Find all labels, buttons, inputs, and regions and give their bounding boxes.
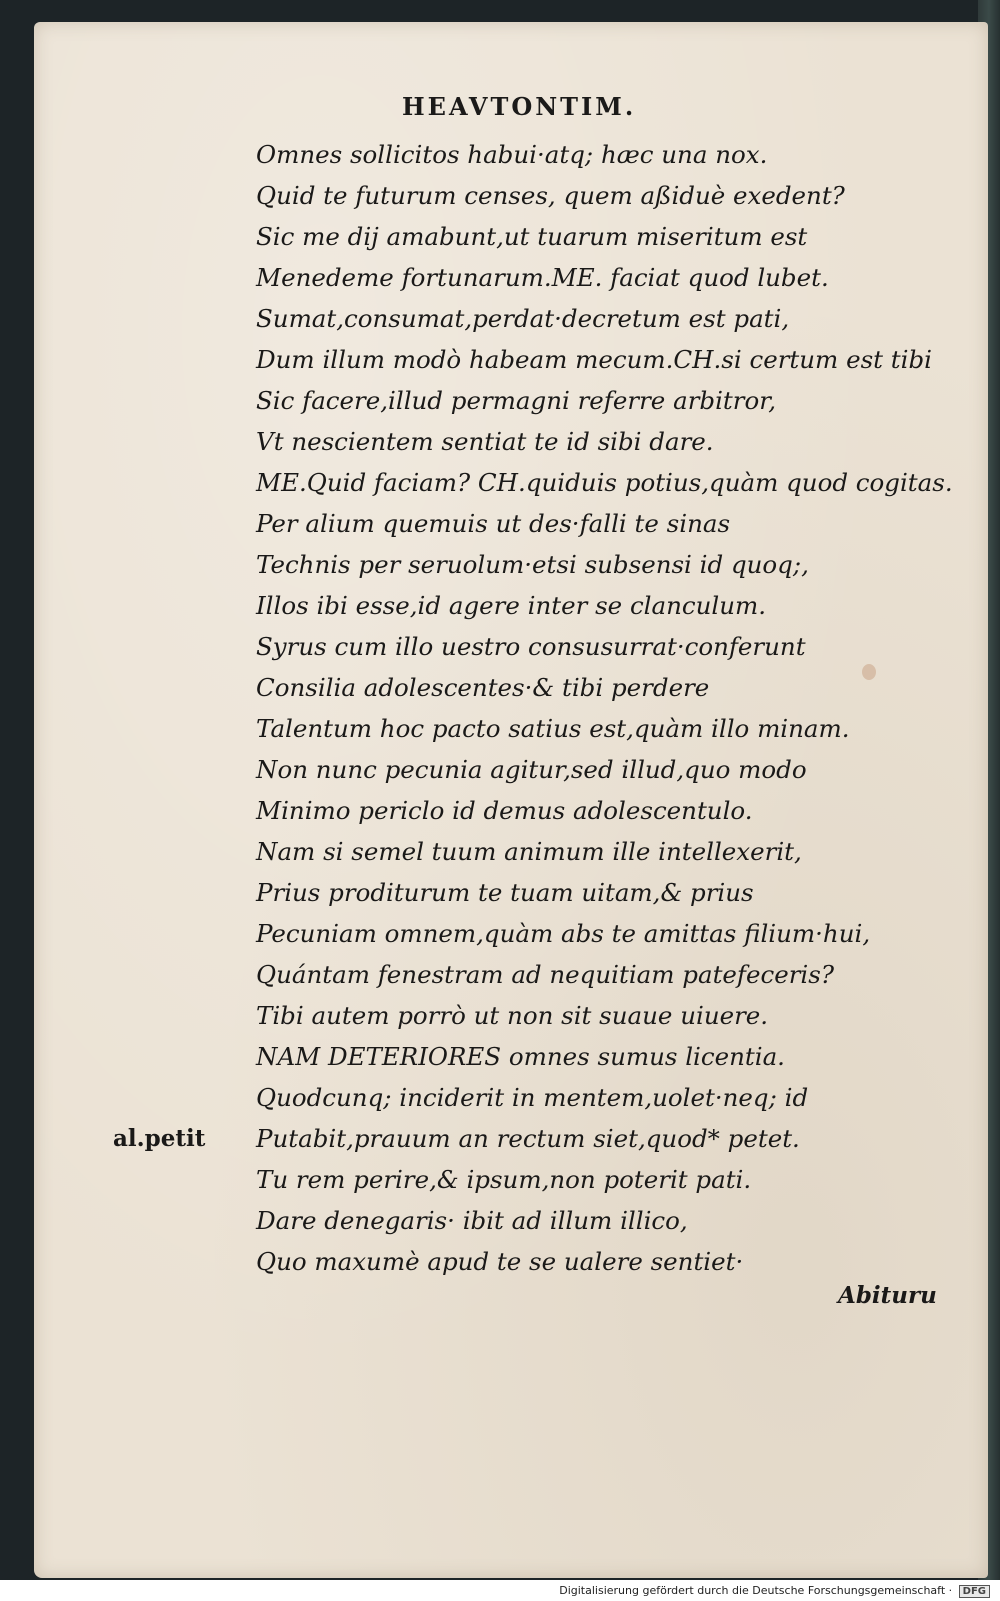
- verse-line: Per alium quemuis ut des·falli te sinas: [256, 509, 731, 538]
- dfg-logo-icon: DFG: [959, 1585, 990, 1598]
- verse-line: Putabit,prauum an rectum siet,quod* petet.: [256, 1124, 800, 1153]
- margin-note: al.petit: [113, 1125, 206, 1152]
- verse-line: Nam si semel tuum animum ille intellexerit,: [256, 837, 802, 866]
- paper-stain: [862, 664, 876, 680]
- verse-line: Tibi autem porrò ut non sit suaue uiuere.: [256, 1001, 769, 1030]
- verse-line: Dum illum modò habeam mecum.CH.si certum est tibi: [256, 345, 932, 374]
- running-head: HEAVTONTIM.: [402, 92, 637, 121]
- verse-line: Sic me dij amabunt,ut tuarum miseritum est: [256, 222, 808, 251]
- verse-line: Syrus cum illo uestro consusurrat·conferunt: [256, 632, 806, 661]
- verse-line: Pecuniam omnem,quàm abs te amittas filium·hui,: [256, 919, 871, 948]
- verse-line: Non nunc pecunia agitur,sed illud,quo modo: [256, 755, 807, 784]
- verse-line: Quo maxumè apud te se ualere sentiet·: [256, 1247, 744, 1276]
- catchword: Abituru: [838, 1282, 937, 1309]
- verse-line: Minimo periclo id demus adolescentulo.: [256, 796, 753, 825]
- verse-line: Prius proditurum te tuam uitam,& prius: [256, 878, 754, 907]
- verse-line: Tu rem perire,& ipsum,non poterit pati.: [256, 1165, 752, 1194]
- verse-line: ME.Quid faciam? CH.quiduis potius,quàm quod cogitas.: [256, 468, 953, 497]
- verse-line: NAM DETERIORES omnes sumus licentia.: [256, 1042, 785, 1071]
- verse-line: Illos ibi esse,id agere inter se clanculum.: [256, 591, 767, 620]
- verse-line: Quid te futurum censes, quem aßiduè exedent?: [256, 181, 845, 210]
- verse-line: Sumat,consumat,perdat·decretum est pati,: [256, 304, 790, 333]
- verse-line: Quodcunq; inciderit in mentem,uolet·neq; id: [256, 1083, 809, 1112]
- verse-line: Vt nescientem sentiat te id sibi dare.: [256, 427, 714, 456]
- verse-line: Technis per seruolum·etsi subsensi id quoq;,: [256, 550, 809, 579]
- credit-text: Digitalisierung gefördert durch die Deutsche Forschungsgemeinschaft ·: [559, 1584, 953, 1597]
- digitization-credit: [559, 1584, 990, 1598]
- verse-line: Sic facere,illud permagni referre arbitror,: [256, 386, 777, 415]
- verse-line: Menedeme fortunarum.ME. faciat quod lubet.: [256, 263, 829, 292]
- verse-text-block: [256, 134, 953, 1282]
- verse-line: Quántam fenestram ad nequitiam patefeceris?: [256, 960, 834, 989]
- verse-line: Omnes sollicitos habui·atq; hæc una nox.: [256, 140, 768, 169]
- verse-line: Dare denegaris· ibit ad illum illico,: [256, 1206, 688, 1235]
- verse-line: Talentum hoc pacto satius est,quàm illo minam.: [256, 714, 850, 743]
- verse-line: Consilia adolescentes·& tibi perdere: [256, 673, 710, 702]
